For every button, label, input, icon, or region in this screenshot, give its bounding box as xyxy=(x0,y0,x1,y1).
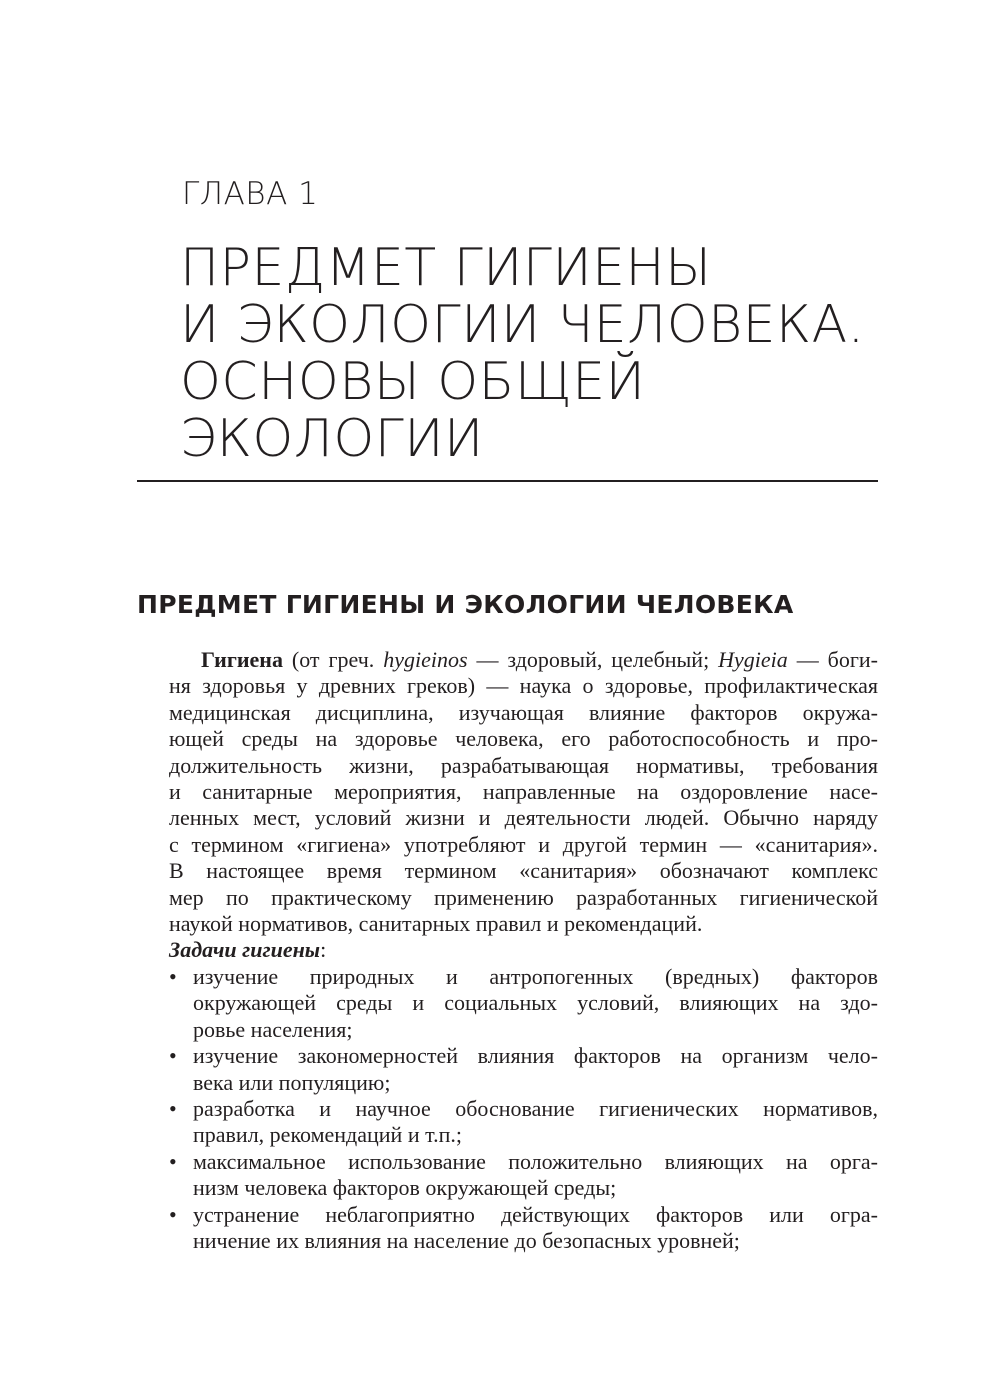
tasks-list xyxy=(137,964,878,1254)
list-item: • изучение закономерностей влияния факторов на организм чело- века или популяцию; xyxy=(169,1043,878,1095)
list-item: • разработка и научное обоснование гигиенических нормативов, правил, рекомендаций и т.п.; xyxy=(169,1095,878,1148)
paragraph-line: Гигиена (от греч. hygieinos — здоровый, целебный; Hygieia — боги- xyxy=(201,647,878,672)
paragraph-line: медицинская дисциплина, изучающая влияние факторов окружа- xyxy=(169,699,878,725)
definition-paragraph xyxy=(137,647,878,937)
bullet-icon: • xyxy=(169,1095,177,1121)
bullet-icon: • xyxy=(169,1043,177,1069)
paragraph-line: наукой нормативов, санитарных правил и рекомендаций. xyxy=(169,911,703,937)
term-gigiena: Гигиена xyxy=(201,647,283,672)
paragraph-line: и санитарные мероприятия, направленные на оздоровление насе- xyxy=(169,779,878,805)
paragraph-line: ленных мест, условий жизни и деятельности людей. Обычно наряду xyxy=(169,805,878,831)
chapter-label: ГЛАВА 1 xyxy=(182,176,319,212)
bullet-icon: • xyxy=(169,1201,177,1227)
paragraph-line: ня здоровья у древних греков) — наука о здоровье, профилактическая xyxy=(169,673,878,699)
paragraph-line: с термином «гигиена» употребляют и другой термин — «санитария». xyxy=(169,831,878,857)
term-hygieia: Hygieia xyxy=(718,647,788,672)
term-hygieinos: hygieinos xyxy=(383,647,468,672)
bullet-icon: • xyxy=(169,963,177,989)
list-item: • устранение неблагоприятно действующих факторов или огра- ничение их влияния на население до безопасных уровней; xyxy=(169,1201,878,1253)
paragraph-line: должительность жизни, разрабатывающая нормативы, требования xyxy=(169,752,878,778)
paragraph-line: В настоящее время термином «санитария» обозначают комплекс xyxy=(169,858,878,884)
list-item: • изучение природных и антропогенных (вредных) факторов окружающей среды и социальных условий, влияющих на здо- ровье населения; xyxy=(169,963,878,1042)
chapter-title-line: ПРЕДМЕТ ГИГИЕНЫ xyxy=(180,238,712,298)
bullet-icon: • xyxy=(169,1148,177,1174)
paragraph-line: ющей среды на здоровье человека, его работоспособность и про- xyxy=(169,726,878,752)
chapter-title-line: ОСНОВЫ ОБЩЕЙ xyxy=(180,352,646,412)
title-divider xyxy=(137,480,878,482)
section-heading: ПРЕДМЕТ ГИГИЕНЫ И ЭКОЛОГИИ ЧЕЛОВЕКА xyxy=(137,590,794,619)
paragraph-line: мер по практическому применению разработанных гигиенической xyxy=(169,884,878,910)
body-text xyxy=(137,647,878,1254)
chapter-title-line: И ЭКОЛОГИИ ЧЕЛОВЕКА. xyxy=(180,295,865,355)
chapter-title-line: ЭКОЛОГИИ xyxy=(180,409,484,469)
chapter-title xyxy=(180,240,900,468)
list-item: • максимальное использование положительно влияющих на орга- низм человека факторов окружающей среды; xyxy=(169,1148,878,1201)
tasks-label: Задачи гигиены: xyxy=(169,937,327,963)
